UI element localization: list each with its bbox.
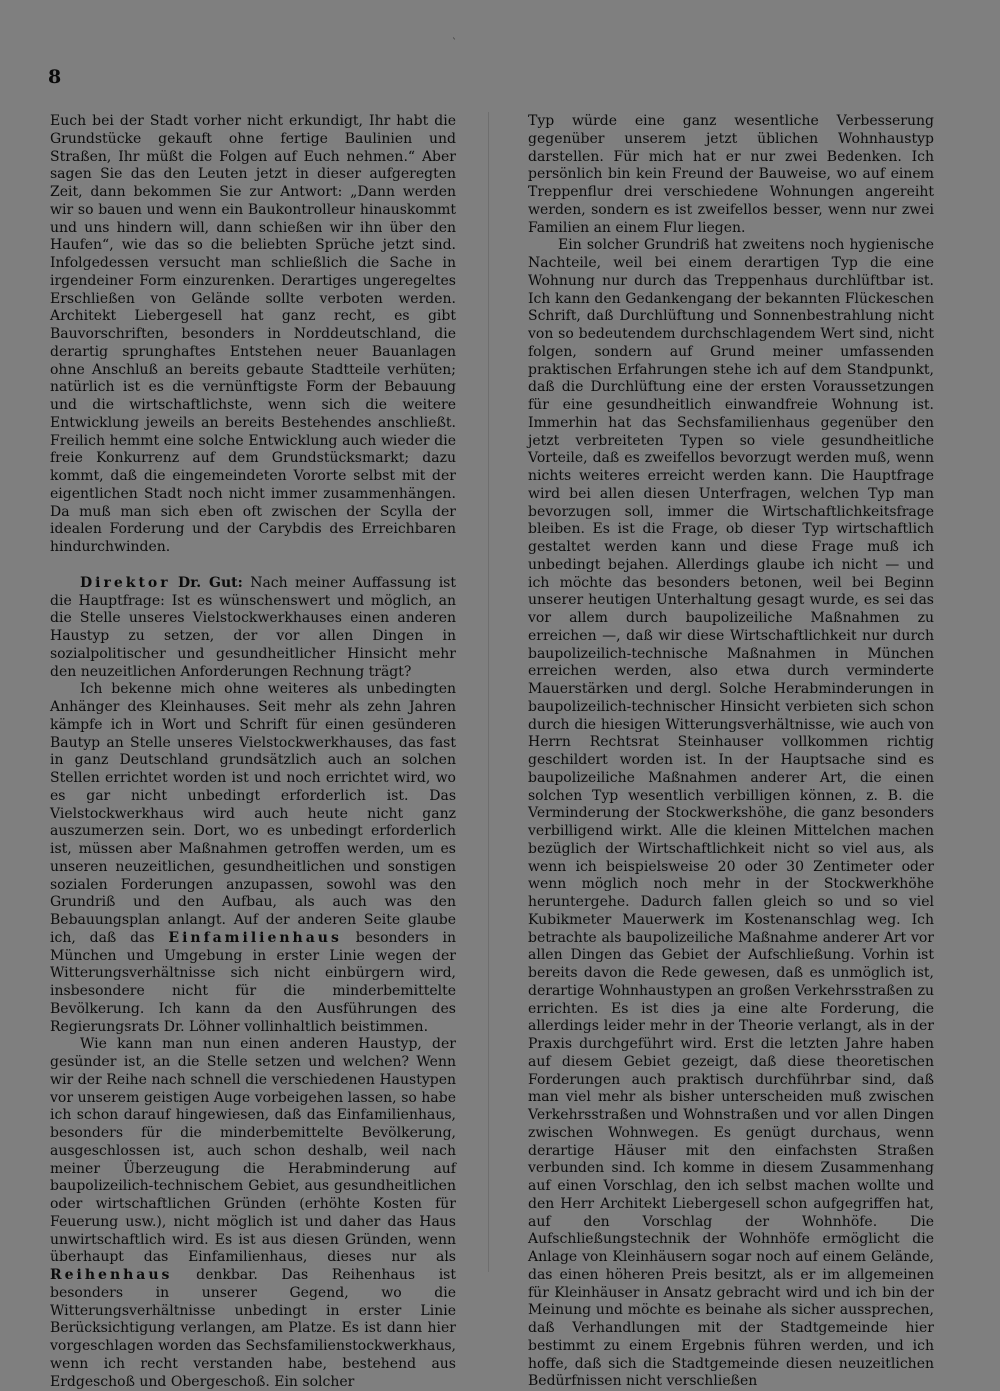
paragraph-text: Nach meiner Auffassung ist die Hauptfrage: Ist es wünschenswert und möglich, an die Stelle unseres Vielstockwerkhauses einen anderen Haustyp zu setzen, der vor allen Dingen in sozialpolitischer und gesundheitlicher Hinsicht mehr den neuzeitlichen Anforderungen Rechnung trägt? xyxy=(50,574,456,680)
paragraph-text: Wie kann man nun einen anderen Haustyp, der gesünder ist, an die Stelle setzen und welchen? Wenn wir der Reihe nach schnell die verschiedenen Haustypen vor unserem geistigen Auge vorbeigehen lassen, so habe ich schon darauf hingewiesen, daß das Einfamilienhaus, besonders für die minderbemittelte Bevölkerung, ausgeschlossen ist, auch schon deshalb, weil nach meiner Überzeugung die Herabminderung auf baupolizeilich-technischem Gebiet, aus gesundheitlichen oder wirtschaftlichen Gründen (erhöhte Kosten für Feuerung usw.), nicht möglich ist und daher das Haus unwirtschaftlich wird. Es ist aus diesen Gründen, wenn überhaupt das Einfamilienhaus, dieses nur als xyxy=(50,1036,456,1266)
speaker-name: Dr. Gut: xyxy=(178,574,243,591)
emphasis-word: Einfamilienhaus xyxy=(168,929,342,946)
column-divider xyxy=(488,112,489,1272)
paragraph: Euch bei der Stadt vorher nicht erkundigt, Ihr habt die Grundstücke gekauft ohne fertige Baulinien und Straßen, Ihr müßt die Folgen auf Euch nehmen.“ Aber sagen Sie das den Leuten jetzt in dieser aufgeregten Zeit, dann bekommen Sie zur Antwort: „Dann werden wir so bauen und wenn ein Baukontrolleur hinauskommt und uns hindern will, dann schießen wir ihn über den Haufen“, wie das so die beliebten Sprüche jetzt sind. Infolgedessen versucht man schließlich die Sache in irgendeiner Form einzurenken. Derartiges ungeregeltes Erschließen von Gelände sollte verboten werden. Architekt Liebergesell hat ganz recht, es gibt Bauvorschriften, besonders in Norddeutschland, die derartig sprunghaftes Entstehen neuer Bauanlagen ohne Anschluß an bereits gebaute Stadtteile verhüten; natürlich ist es die vernünftigste Form der Bebauung und die wirtschaftlichste, wenn sich die weitere Entwicklung jeweils an bereits Bestehendes anschließt. Freilich hemmt eine solche Entwicklung auch wieder die freie Konkurrenz auf dem Grundstücksmarkt; dazu kommt, daß die eingemeindeten Vororte selbst mit der eigentlichen Stadt noch nicht immer zusammenhängen. Da muß man sich eben oft zwischen der Scylla der idealen Forderung und der Carybdis des Erreichbaren hindurchwinden. xyxy=(50,113,456,555)
speaker-paragraph xyxy=(50,575,456,682)
paragraph xyxy=(50,1036,456,1391)
page-number: 8 xyxy=(48,66,62,88)
paragraph: Ein solcher Grundriß hat zweitens noch hygienische Nachteile, weil bei einem derartigen Typ die eine Wohnung nur durch das Treppenhaus durchlüftbar ist. Ich kann den Gedankengang der bekannten Flückeschen Schrift, daß Durchlüftung und Sonnenbestrahlung nicht von so bedeutendem durchschlagendem Wert sind, nicht folgen, sondern auf Grund meiner umfassenden praktischen Erfahrungen stehe ich auf dem Standpunkt, daß die Durchlüftung eine der ersten Voraussetzungen für eine gesundheitlich einwandfreie Wohnung ist. Immerhin hat das Sechsfamilienhaus gegenüber den jetzt verbreiteten Typen so viele gesundheitliche Vorteile, daß es zweifellos bevorzugt werden muß, wenn nichts weiteres erreicht werden kann. Die Hauptfrage wird bei allen diesen Unterfragen, welchen Typ man bevorzugen soll, immer die Wirtschaftlichkeitsfrage bleiben. Es ist die Frage, ob dieser Typ wirtschaftlich gestaltet werden kann und diese Frage muß ich unbedingt bejahen. Allerdings glaube ich nicht — und ich möchte das besonders betonen, weil bei Beginn unserer heutigen Unterhaltung gesagt wurde, es sei das vor allem durch baupolizeiliche Maßnahmen zu erreichen —, daß wir diese Wirtschaftlichkeit nur durch baupolizeilich-technische Maßnahmen in München erreichen werden, also etwa durch verminderte Mauerstärken und dergl. Solche Herabminderungen in baupolizeilich-technischer Hinsicht verbieten sich schon durch die hiesigen Witterungsverhältnisse, wie auch von Herrn Rechtsrat Steinhauser vollkommen richtig geschildert worden ist. In der Hauptsache sind es baupolizeiliche Maßnahmen anderer Art, die einen solchen Typ wesentlich verbilligen können, z. B. die Verminderung der Stockwerkshöhe, die ganz besonders verbilligend wirkt. Alle die kleinen Mittelchen machen bezüglich der Wirtschaftlichkeit nicht so viel aus, als wenn ich beispielsweise 20 oder 30 Zentimeter oder wenn möglich noch mehr in der Stockwerkhöhe heruntergehe. Dadurch fallen gleich so und so viel Kubikmeter Mauerwerk im Kostenanschlag weg. Ich betrachte als baupolizeiliche Maßnahme anderer Art vor allen Dingen das Gebiet der Aufschließung. Vorhin ist bereits davon die Rede gewesen, daß es unmöglich ist, derartige Wohnhaustypen an großen Verkehrsstraßen zu errichten. Es ist dies ja eine alte Forderung, die allerdings leider mehr in der Theorie verlangt, als in der Praxis durchgeführt wird. Erst die letzten Jahre haben auf diesem Gebiet gezeigt, daß diese theoretischen Forderungen auch praktisch durchführbar sind, daß man viel mehr als bisher unterscheiden muß zwischen Verkehrsstraßen und Wohnstraßen und vor allen Dingen zwischen Wohnwegen. Es genügt durchaus, wenn derartige Häuser mit den einfachsten Straßen verbunden sind. Ich komme in diesem Zusammenhang auf einen Vorschlag, den ich selbst machen wollte und den Herr Architekt Liebergesell schon aufgegriffen hat, auf den Vorschlag der Wohnhöfe. Die Aufschließungstechnik der Wohnhöfe ermöglicht die Anlage von Kleinhäusern sogar noch auf einem Gelände, das einen höheren Preis besitzt, als er im allgemeinen für Kleinhäuser in Ansatz gebracht wird und ich bin der Meinung und möchte es beinahe als sicher aussprechen, daß Verhandlungen mit der Stadtgemeinde hier bestimmt zu einem Ergebnis führen werden, und ich hoffe, daß sich die Stadtgemeinde diesen neuzeitlichen Bedürfnissen nicht verschließen xyxy=(528,237,934,1390)
paragraph-text: besonders in München und Umgebung in erster Linie wegen der Witterungsverhältnisse sich nicht einbürgern wird, insbesondere nicht für die minderbemittelte Bevölkerung. Ich kann da den Ausführungen des Regierungsrats Dr. Löhner vollinhaltlich beistimmen. xyxy=(50,929,457,1035)
right-column xyxy=(528,113,934,1391)
scan-speck: ` xyxy=(452,38,457,49)
paragraph-text: Ich bekenne mich ohne weiteres als unbedingten Anhänger des Kleinhauses. Seit mehr als zehn Jahren kämpfe ich in Wort und Schrift für einen gesünderen Bautyp an Stelle unseres Vielstockwerkhauses, das fast in ganz Deutschland grundsätzlich auch an solchen Stellen errichtet worden ist und noch errichtet wird, wo es gar nicht unbedingt erforderlich ist. Das Vielstockwerkhaus wird auch heute nicht ganz auszumerzen sein. Dort, wo es unbedingt erforderlich ist, müssen aber Maßnahmen getroffen werden, um es unseren neuzeitlichen, gesundheitlichen und sonstigen sozialen Forderungen anzupassen, sowohl was den Grundriß und den Aufbau, als auch was den Bebauungsplan anlangt. Auf der anderen Seite glaube ich, daß das xyxy=(50,681,456,946)
emphasis-word: Reihenhaus xyxy=(50,1267,173,1283)
speaker-title: Direktor xyxy=(80,574,171,591)
paragraph xyxy=(50,681,456,1036)
paragraph: Typ würde eine ganz wesentliche Verbesserung gegenüber unserem jetzt üblichen Wohnhaustyp darstellen. Für mich hat er nur zwei Bedenken. Ich persönlich bin kein Freund der Bauweise, wo auf einem Treppenflur drei verschiedene Wohnungen angereiht werden, sondern es ist zweifellos besser, wenn nur zwei Familien an einem Flur liegen. xyxy=(528,113,934,236)
paragraph-text: denkbar. Das Reihenhaus ist besonders in unserer Gegend, wo die Witterungsverhältnisse unbedingt in erster Linie Berücksichtigung verlangen, am Platze. Es ist dann hier vorgeschlagen worden das Sechsfamilienstockwerkhaus, wenn ich recht verstanden habe, bestehend aus Erdgeschoß und Obergeschoß. Ein solcher xyxy=(50,1267,456,1390)
left-column xyxy=(50,113,456,1391)
